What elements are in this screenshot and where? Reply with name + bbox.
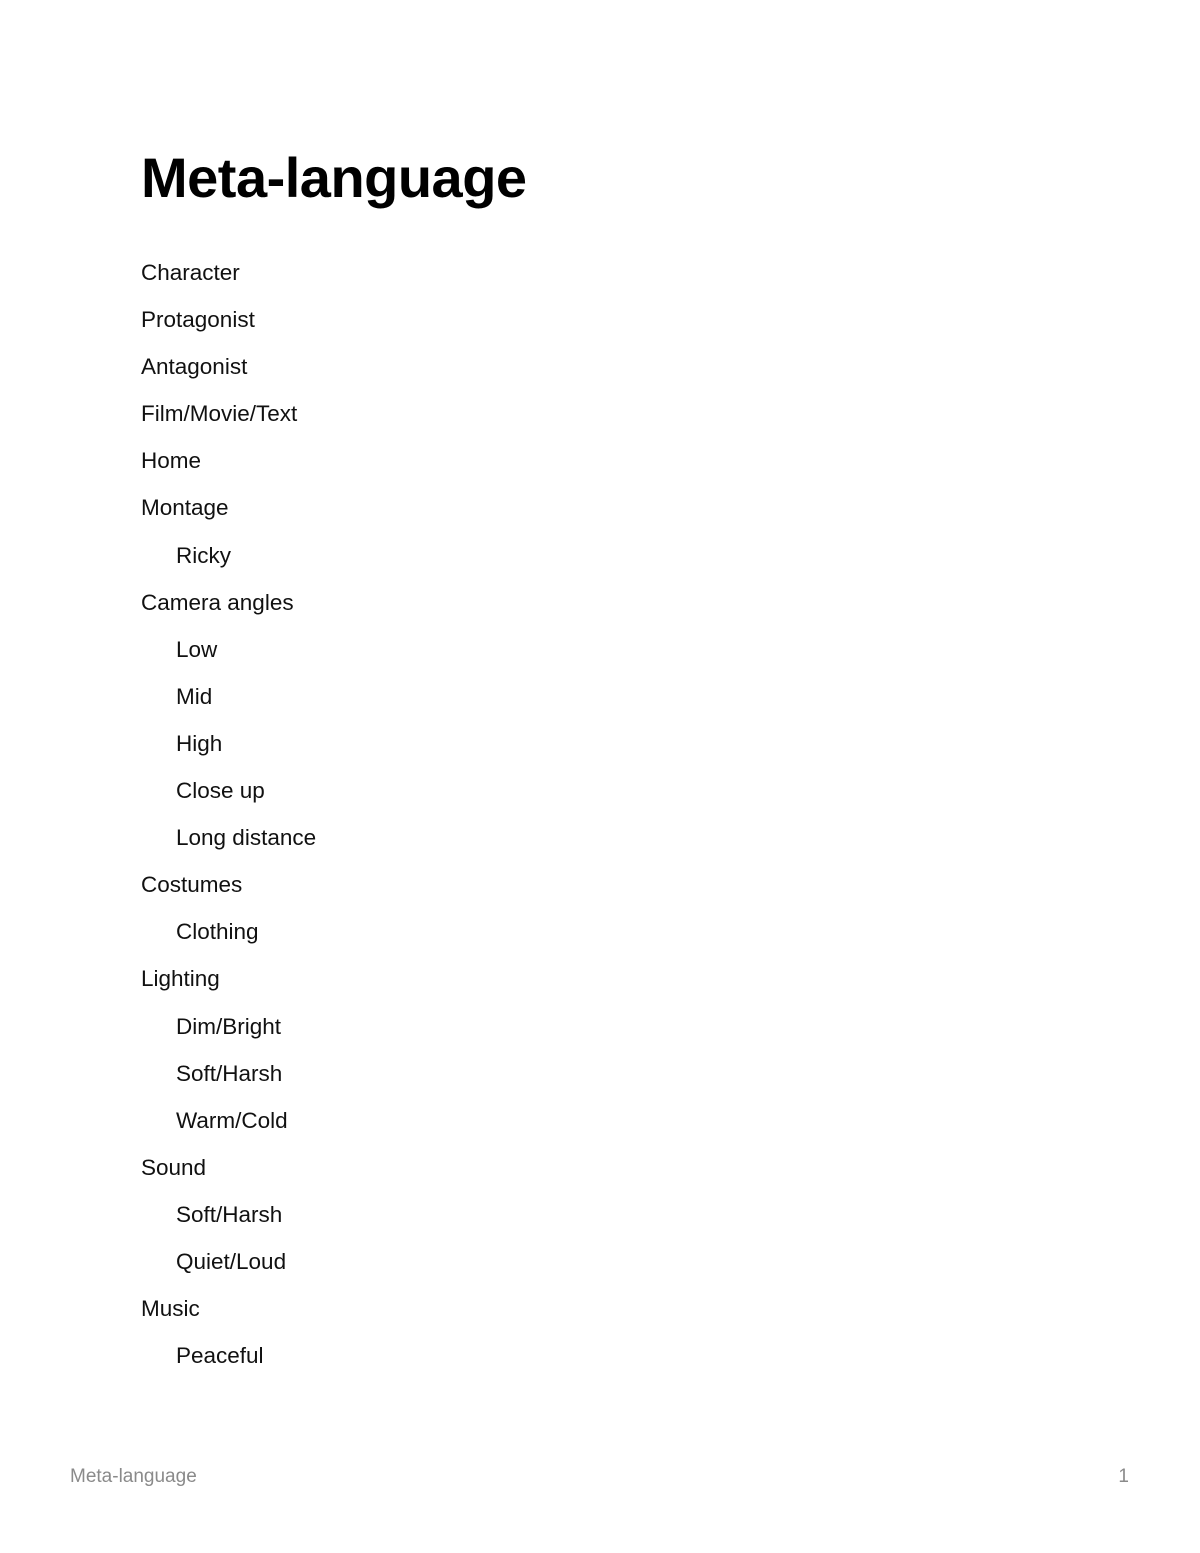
list-item: Lighting (141, 966, 220, 992)
term-list (141, 253, 316, 1383)
sub-list-item: Soft/Harsh (176, 1201, 283, 1227)
footer-title: Meta-language (70, 1466, 197, 1487)
sub-list-item: Quiet/Loud (176, 1248, 287, 1274)
sub-list-item: Long distance (176, 825, 317, 851)
sub-list-item: Mid (176, 683, 213, 709)
page-number: 1 (1118, 1466, 1129, 1487)
list-item: Camera angles (141, 589, 294, 615)
list-item: Antagonist (141, 354, 248, 380)
page-title: Meta-language (141, 146, 527, 209)
sub-list-item: Clothing (176, 919, 259, 945)
list-item: Protagonist (141, 307, 255, 333)
sub-list-item: Low (176, 636, 218, 662)
list-item: Sound (141, 1154, 207, 1180)
sub-list-item: Peaceful (176, 1343, 264, 1369)
sub-list-item: Ricky (176, 542, 231, 568)
sub-list-item: Warm/Cold (176, 1107, 288, 1133)
list-item: Film/Movie/Text (141, 401, 298, 427)
sub-list-item: Soft/Harsh (176, 1060, 283, 1086)
sub-list-item: Close up (176, 778, 265, 804)
list-item: Costumes (141, 872, 243, 898)
list-item: Montage (141, 495, 229, 521)
list-item: Home (141, 448, 202, 474)
sub-list-item: Dim/Bright (176, 1013, 282, 1039)
list-item: Character (141, 260, 240, 285)
list-item: Music (141, 1296, 200, 1322)
sub-list-item: High (176, 730, 223, 756)
